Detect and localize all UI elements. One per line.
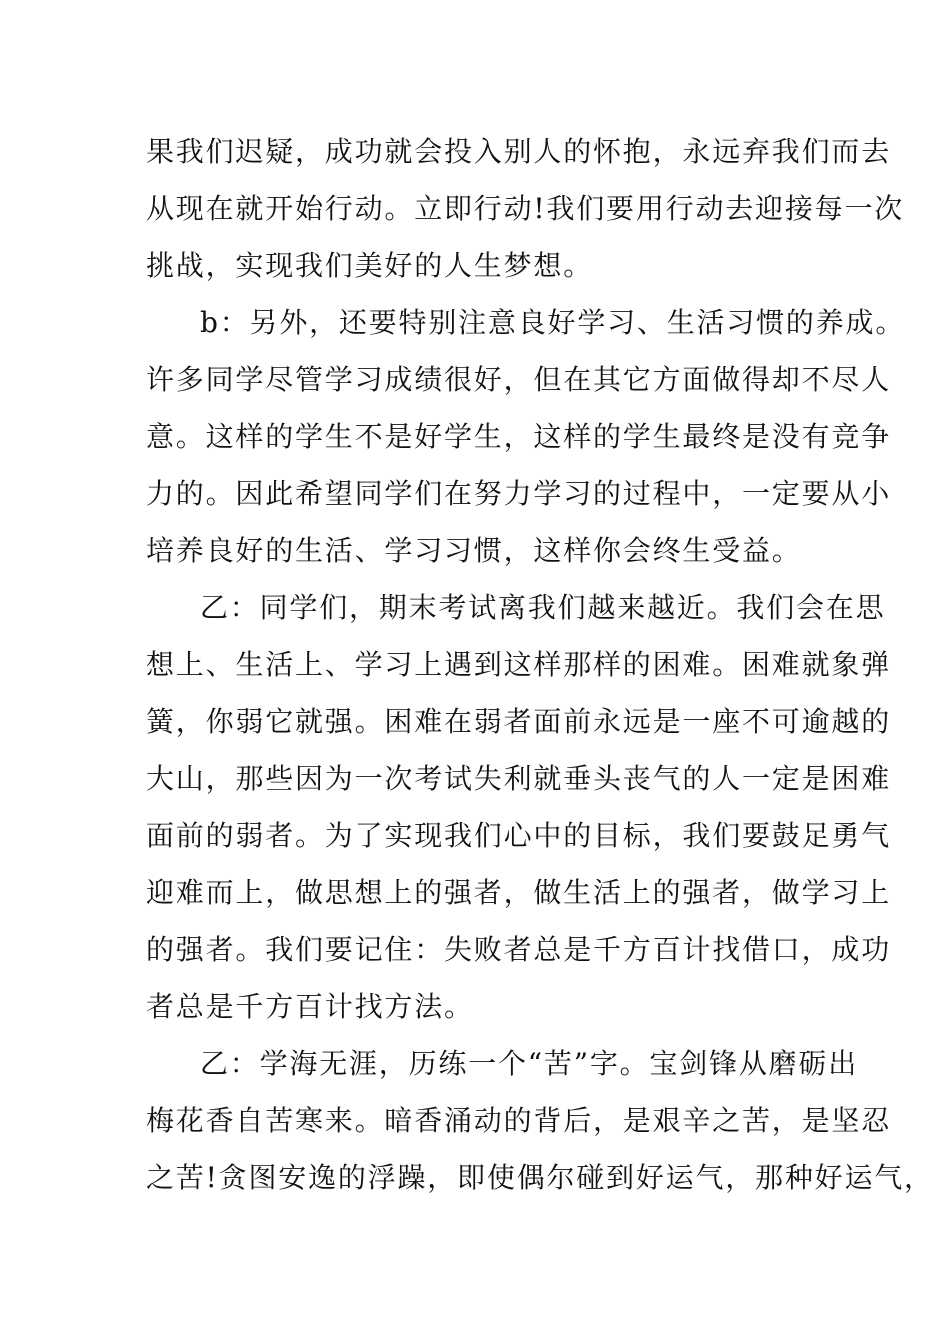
text-line: 的强者。我们要记住：失败者总是千方百计找借口，成功 — [146, 933, 892, 966]
text-line: 意。这样的学生不是好学生，这样的学生最终是没有竞争 — [146, 420, 892, 453]
text-line: 挑战，实现我们美好的人生梦想。 — [146, 249, 594, 282]
text-line: 果我们迟疑，成功就会投入别人的怀抱，永远弃我们而去 — [146, 135, 892, 168]
text-line: 从现在就开始行动。立即行动!我们要用行动去迎接每一次 — [146, 192, 905, 225]
paragraph-start-line: b：另外，还要特别注意良好学习、生活习惯的养成。 — [200, 306, 906, 339]
text-line: 簧，你弱它就强。困难在弱者面前永远是一座不可逾越的 — [146, 705, 892, 738]
text-line: 想上、生活上、学习上遇到这样那样的困难。困难就象弹 — [146, 648, 892, 681]
text-line: 梅花香自苦寒来。暗香涌动的背后，是艰辛之苦，是坚忍 — [146, 1104, 892, 1137]
text-line: 面前的弱者。为了实现我们心中的目标，我们要鼓足勇气 — [146, 819, 892, 852]
text-line: 之苦!贪图安逸的浮躁，即使偶尔碰到好运气，那种好运气， — [146, 1161, 934, 1194]
text-line: 迎难而上，做思想上的强者，做生活上的强者，做学习上 — [146, 876, 892, 909]
text-line: 大山，那些因为一次考试失利就垂头丧气的人一定是困难 — [146, 762, 892, 795]
text-line: 力的。因此希望同学们在努力学习的过程中，一定要从小 — [146, 477, 892, 510]
text-line: 培养良好的生活、学习习惯，这样你会终生受益。 — [146, 534, 802, 567]
paragraph-start-line: 乙：同学们，期末考试离我们越来越近。我们会在思 — [200, 591, 886, 624]
text-line: 许多同学尽管学习成绩很好，但在其它方面做得却不尽人 — [146, 363, 892, 396]
text-line: 者总是千方百计找方法。 — [146, 990, 474, 1023]
paragraph-start-line: 乙：学海无涯，历练一个“苦”字。宝剑锋从磨砺出 — [200, 1047, 859, 1080]
